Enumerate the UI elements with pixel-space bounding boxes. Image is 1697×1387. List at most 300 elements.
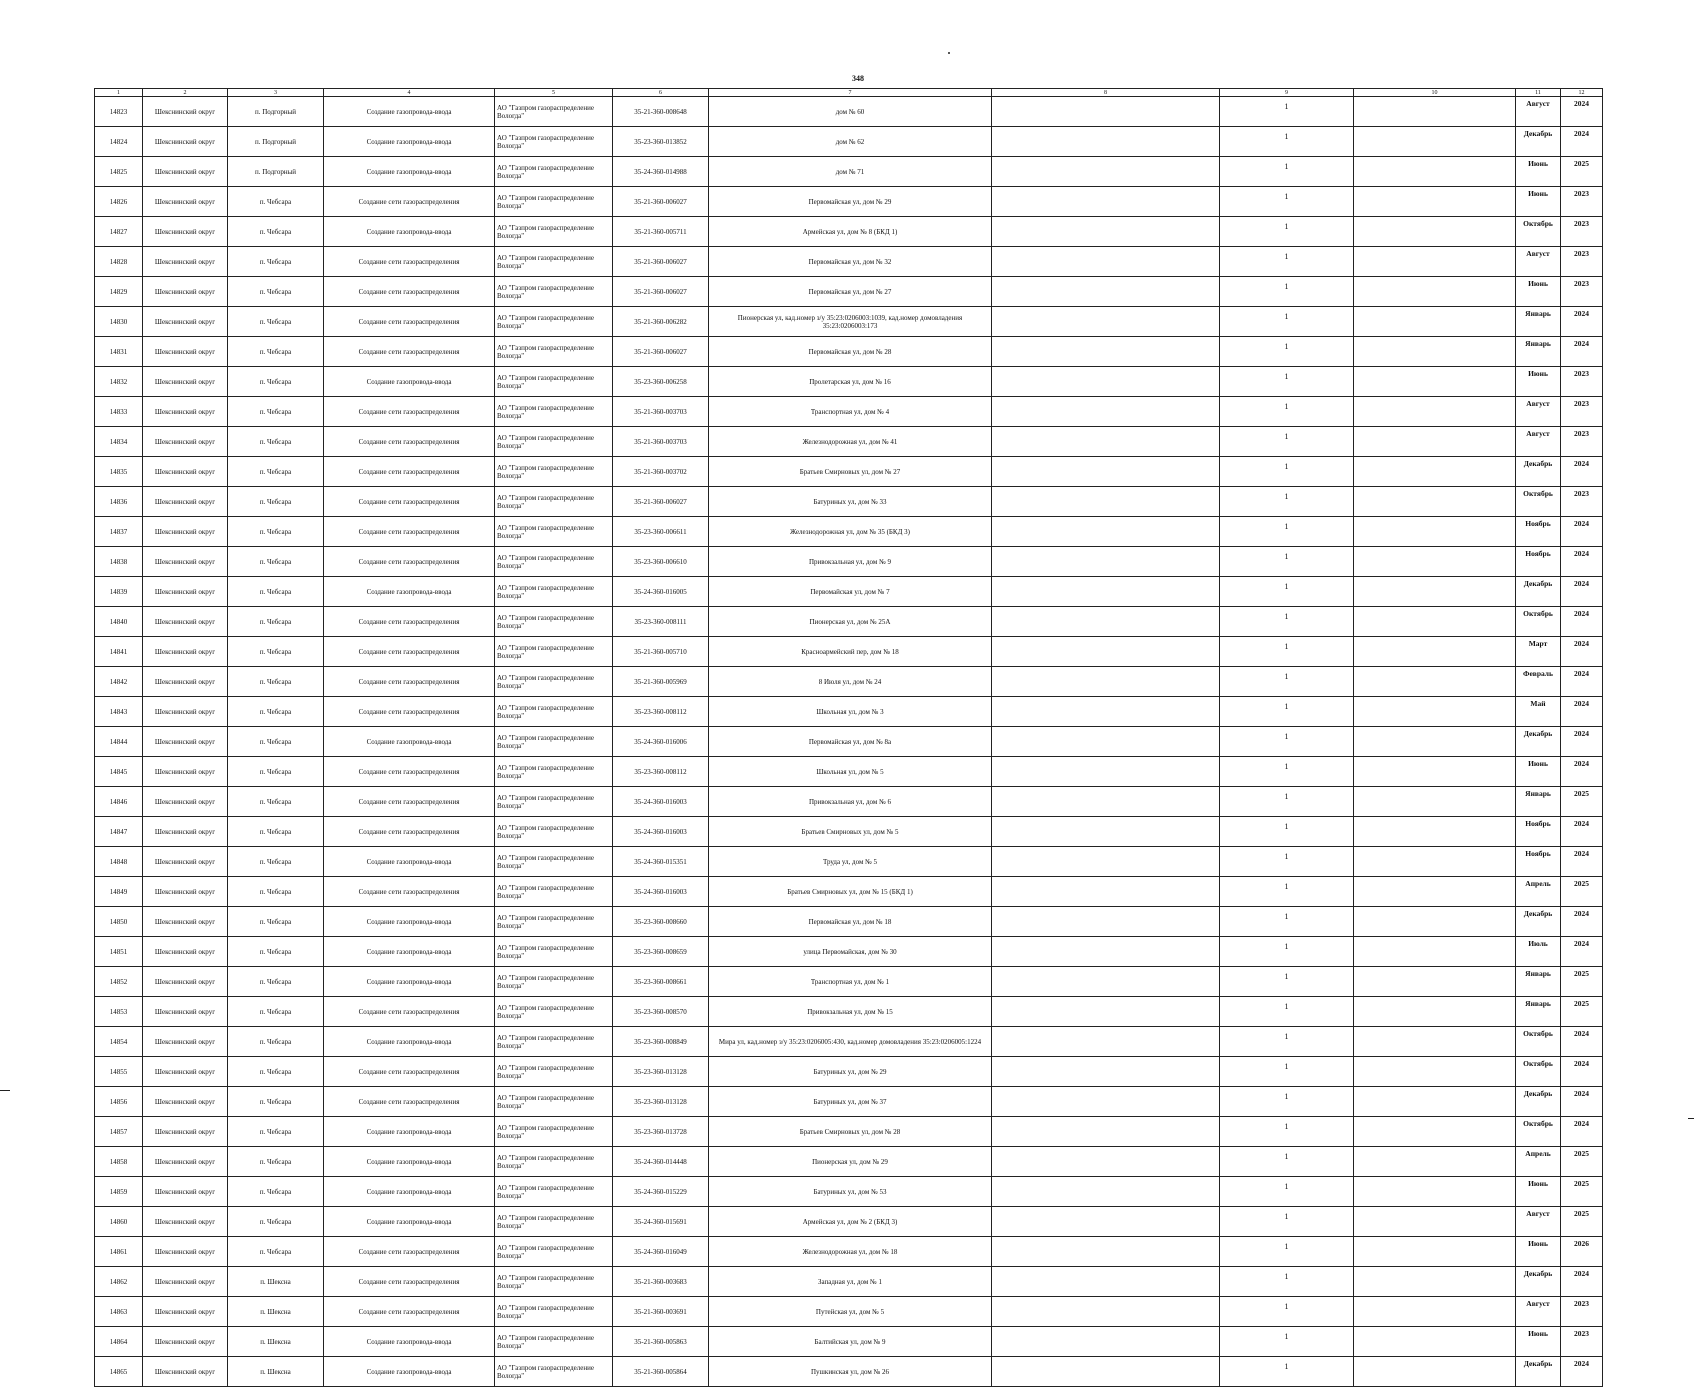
- locality-cell: п. Чебсара: [228, 427, 324, 457]
- month-cell: Февраль: [1516, 667, 1561, 697]
- row-number: 14855: [95, 1057, 143, 1087]
- year-cell: 2024: [1561, 1027, 1603, 1057]
- row-number: 14862: [95, 1267, 143, 1297]
- month-cell: Октябрь: [1516, 1057, 1561, 1087]
- application-code-cell: 35-24-360-016049: [613, 1237, 709, 1267]
- work-type-cell: Создание газопровода-ввода: [324, 1027, 495, 1057]
- address-cell: Путейская ул, дом № 5: [709, 1297, 992, 1327]
- month-cell: Декабрь: [1516, 127, 1561, 157]
- year-cell: 2023: [1561, 217, 1603, 247]
- quantity-cell: 1: [1220, 607, 1354, 637]
- district-cell: Шекснинский округ: [143, 517, 228, 547]
- work-type-cell: Создание сети газораспределения: [324, 1057, 495, 1087]
- quantity-cell: 1: [1220, 1027, 1354, 1057]
- table-row: [95, 1117, 1603, 1147]
- address-cell: Батуриных ул, дом № 33: [709, 487, 992, 517]
- empty-cell-10: [1354, 1207, 1516, 1237]
- organization-cell: АО "Газпром газораспределение Вологда": [495, 247, 613, 277]
- address-cell: Школьная ул, дом № 5: [709, 757, 992, 787]
- locality-cell: п. Чебсара: [228, 757, 324, 787]
- application-code-cell: 35-24-360-015691: [613, 1207, 709, 1237]
- work-type-cell: Создание сети газораспределения: [324, 637, 495, 667]
- empty-cell-10: [1354, 307, 1516, 337]
- application-code-cell: 35-21-360-005864: [613, 1357, 709, 1387]
- address-cell: Железнодорожная ул, дом № 41: [709, 427, 992, 457]
- locality-cell: п. Чебсара: [228, 487, 324, 517]
- year-cell: 2024: [1561, 847, 1603, 877]
- organization-cell: АО "Газпром газораспределение Вологда": [495, 1207, 613, 1237]
- column-number-10: 10: [1354, 89, 1516, 97]
- application-code-cell: 35-23-360-013128: [613, 1087, 709, 1117]
- month-cell: Июнь: [1516, 757, 1561, 787]
- district-cell: Шекснинский округ: [143, 1027, 228, 1057]
- row-number: 14840: [95, 607, 143, 637]
- empty-cell-10: [1354, 607, 1516, 637]
- locality-cell: п. Чебсара: [228, 337, 324, 367]
- quantity-cell: 1: [1220, 877, 1354, 907]
- empty-cell-10: [1354, 817, 1516, 847]
- year-cell: 2024: [1561, 817, 1603, 847]
- empty-cell-10: [1354, 217, 1516, 247]
- quantity-cell: 1: [1220, 1057, 1354, 1087]
- application-code-cell: 35-21-360-006282: [613, 307, 709, 337]
- year-cell: 2024: [1561, 667, 1603, 697]
- empty-cell-10: [1354, 517, 1516, 547]
- work-type-cell: Создание сети газораспределения: [324, 517, 495, 547]
- application-code-cell: 35-21-360-005969: [613, 667, 709, 697]
- empty-cell-8: [992, 277, 1220, 307]
- work-type-cell: Создание сети газораспределения: [324, 607, 495, 637]
- year-cell: 2024: [1561, 1357, 1603, 1387]
- row-number: 14857: [95, 1117, 143, 1147]
- quantity-cell: 1: [1220, 127, 1354, 157]
- row-number: 14832: [95, 367, 143, 397]
- work-type-cell: Создание сети газораспределения: [324, 547, 495, 577]
- work-type-cell: Создание сети газораспределения: [324, 487, 495, 517]
- work-type-cell: Создание газопровода-ввода: [324, 967, 495, 997]
- month-cell: Январь: [1516, 997, 1561, 1027]
- month-cell: Июнь: [1516, 277, 1561, 307]
- empty-cell-10: [1354, 1057, 1516, 1087]
- district-cell: Шекснинский округ: [143, 1237, 228, 1267]
- district-cell: Шекснинский округ: [143, 337, 228, 367]
- quantity-cell: 1: [1220, 697, 1354, 727]
- empty-cell-8: [992, 637, 1220, 667]
- organization-cell: АО "Газпром газораспределение Вологда": [495, 1357, 613, 1387]
- empty-cell-10: [1354, 1357, 1516, 1387]
- empty-cell-8: [992, 697, 1220, 727]
- table-row: [95, 757, 1603, 787]
- work-type-cell: Создание газопровода-ввода: [324, 1327, 495, 1357]
- table-row: [95, 1027, 1603, 1057]
- quantity-cell: 1: [1220, 757, 1354, 787]
- row-number: 14842: [95, 667, 143, 697]
- address-cell: Первомайская ул, дом № 18: [709, 907, 992, 937]
- address-cell: Первомайская ул, дом № 32: [709, 247, 992, 277]
- address-cell: Красноармейский пер, дом № 18: [709, 637, 992, 667]
- locality-cell: п. Чебсара: [228, 637, 324, 667]
- application-code-cell: 35-23-360-013852: [613, 127, 709, 157]
- empty-cell-8: [992, 577, 1220, 607]
- application-code-cell: 35-21-360-003683: [613, 1267, 709, 1297]
- year-cell: 2023: [1561, 397, 1603, 427]
- locality-cell: п. Чебсара: [228, 787, 324, 817]
- application-code-cell: 35-21-360-006027: [613, 337, 709, 367]
- locality-cell: п. Чебсара: [228, 187, 324, 217]
- organization-cell: АО "Газпром газораспределение Вологда": [495, 1117, 613, 1147]
- month-cell: Ноябрь: [1516, 847, 1561, 877]
- address-cell: дом № 60: [709, 97, 992, 127]
- work-type-cell: Создание газопровода-ввода: [324, 1117, 495, 1147]
- table-row: [95, 337, 1603, 367]
- organization-cell: АО "Газпром газораспределение Вологда": [495, 457, 613, 487]
- empty-cell-10: [1354, 1267, 1516, 1297]
- table-row: [95, 637, 1603, 667]
- district-cell: Шекснинский округ: [143, 607, 228, 637]
- district-cell: Шекснинский округ: [143, 667, 228, 697]
- locality-cell: п. Чебсара: [228, 1027, 324, 1057]
- organization-cell: АО "Газпром газораспределение Вологда": [495, 1237, 613, 1267]
- row-number: 14825: [95, 157, 143, 187]
- empty-cell-10: [1354, 127, 1516, 157]
- address-cell: Пионерская ул, кад.номер з/у 35:23:0206003:1039, кад.номер домовладения 35:23:0206003:173: [709, 307, 992, 337]
- district-cell: Шекснинский округ: [143, 1057, 228, 1087]
- month-cell: Декабрь: [1516, 457, 1561, 487]
- empty-cell-8: [992, 1057, 1220, 1087]
- row-number: 14853: [95, 997, 143, 1027]
- empty-cell-8: [992, 1177, 1220, 1207]
- quantity-cell: 1: [1220, 97, 1354, 127]
- month-cell: Ноябрь: [1516, 817, 1561, 847]
- empty-cell-8: [992, 307, 1220, 337]
- empty-cell-10: [1354, 157, 1516, 187]
- empty-cell-8: [992, 487, 1220, 517]
- table-row: [95, 1327, 1603, 1357]
- district-cell: Шекснинский округ: [143, 937, 228, 967]
- organization-cell: АО "Газпром газораспределение Вологда": [495, 697, 613, 727]
- year-cell: 2025: [1561, 157, 1603, 187]
- year-cell: 2024: [1561, 937, 1603, 967]
- quantity-cell: 1: [1220, 157, 1354, 187]
- year-cell: 2024: [1561, 637, 1603, 667]
- locality-cell: п. Чебсара: [228, 457, 324, 487]
- quantity-cell: 1: [1220, 667, 1354, 697]
- registry-table: [94, 88, 1603, 1387]
- empty-cell-10: [1354, 637, 1516, 667]
- locality-cell: п. Чебсара: [228, 517, 324, 547]
- work-type-cell: Создание газопровода-ввода: [324, 97, 495, 127]
- empty-cell-8: [992, 1357, 1220, 1387]
- empty-cell-10: [1354, 1177, 1516, 1207]
- work-type-cell: Создание газопровода-ввода: [324, 1147, 495, 1177]
- quantity-cell: 1: [1220, 367, 1354, 397]
- table-row: [95, 97, 1603, 127]
- address-cell: Мира ул, кад.номер з/у 35:23:0206005:430, кад.номер домовладения 35:23:0206005:1224: [709, 1027, 992, 1057]
- address-cell: дом № 62: [709, 127, 992, 157]
- work-type-cell: Создание сети газораспределения: [324, 1267, 495, 1297]
- locality-cell: п. Шексна: [228, 1297, 324, 1327]
- scan-edge-mark-right: [1688, 1118, 1694, 1119]
- application-code-cell: 35-23-360-008112: [613, 697, 709, 727]
- column-number-9: 9: [1220, 89, 1354, 97]
- month-cell: Июнь: [1516, 367, 1561, 397]
- empty-cell-8: [992, 367, 1220, 397]
- month-cell: Декабрь: [1516, 1087, 1561, 1117]
- table-row: [95, 1267, 1603, 1297]
- quantity-cell: 1: [1220, 787, 1354, 817]
- empty-cell-10: [1354, 907, 1516, 937]
- quantity-cell: 1: [1220, 277, 1354, 307]
- table-row: [95, 817, 1603, 847]
- month-cell: Август: [1516, 397, 1561, 427]
- address-cell: Пролетарская ул, дом № 16: [709, 367, 992, 397]
- application-code-cell: 35-23-360-008570: [613, 997, 709, 1027]
- work-type-cell: Создание газопровода-ввода: [324, 937, 495, 967]
- column-number-1: 1: [95, 89, 143, 97]
- quantity-cell: 1: [1220, 907, 1354, 937]
- organization-cell: АО "Газпром газораспределение Вологда": [495, 397, 613, 427]
- quantity-cell: 1: [1220, 397, 1354, 427]
- empty-cell-8: [992, 907, 1220, 937]
- year-cell: 2026: [1561, 1237, 1603, 1267]
- application-code-cell: 35-23-360-013728: [613, 1117, 709, 1147]
- quantity-cell: 1: [1220, 217, 1354, 247]
- organization-cell: АО "Газпром газораспределение Вологда": [495, 787, 613, 817]
- table-row: [95, 847, 1603, 877]
- application-code-cell: 35-21-360-005711: [613, 217, 709, 247]
- locality-cell: п. Чебсара: [228, 217, 324, 247]
- year-cell: 2025: [1561, 877, 1603, 907]
- district-cell: Шекснинский округ: [143, 967, 228, 997]
- month-cell: Июнь: [1516, 157, 1561, 187]
- work-type-cell: Создание газопровода-ввода: [324, 1177, 495, 1207]
- organization-cell: АО "Газпром газораспределение Вологда": [495, 427, 613, 457]
- month-cell: Июнь: [1516, 1177, 1561, 1207]
- locality-cell: п. Шексна: [228, 1327, 324, 1357]
- column-number-5: 5: [495, 89, 613, 97]
- scan-edge-mark-left: [0, 1090, 10, 1091]
- empty-cell-8: [992, 757, 1220, 787]
- month-cell: Ноябрь: [1516, 517, 1561, 547]
- empty-cell-8: [992, 427, 1220, 457]
- table-row: [95, 997, 1603, 1027]
- organization-cell: АО "Газпром газораспределение Вологда": [495, 1297, 613, 1327]
- year-cell: 2025: [1561, 967, 1603, 997]
- locality-cell: п. Чебсара: [228, 877, 324, 907]
- row-number: 14827: [95, 217, 143, 247]
- month-cell: Октябрь: [1516, 1027, 1561, 1057]
- organization-cell: АО "Газпром газораспределение Вологда": [495, 337, 613, 367]
- quantity-cell: 1: [1220, 727, 1354, 757]
- locality-cell: п. Чебсара: [228, 397, 324, 427]
- locality-cell: п. Подгорный: [228, 97, 324, 127]
- table-row: [95, 937, 1603, 967]
- address-cell: Западная ул, дом № 1: [709, 1267, 992, 1297]
- row-number: 14859: [95, 1177, 143, 1207]
- quantity-cell: 1: [1220, 1147, 1354, 1177]
- organization-cell: АО "Газпром газораспределение Вологда": [495, 1057, 613, 1087]
- application-code-cell: 35-23-360-006611: [613, 517, 709, 547]
- work-type-cell: Создание сети газораспределения: [324, 1297, 495, 1327]
- empty-cell-8: [992, 517, 1220, 547]
- address-cell: Первомайская ул, дом № 28: [709, 337, 992, 367]
- application-code-cell: 35-23-360-008659: [613, 937, 709, 967]
- empty-cell-10: [1354, 97, 1516, 127]
- empty-cell-10: [1354, 1147, 1516, 1177]
- district-cell: Шекснинский округ: [143, 1297, 228, 1327]
- locality-cell: п. Чебсара: [228, 1147, 324, 1177]
- year-cell: 2023: [1561, 487, 1603, 517]
- empty-cell-10: [1354, 667, 1516, 697]
- empty-cell-8: [992, 787, 1220, 817]
- table-row: [95, 397, 1603, 427]
- application-code-cell: 35-21-360-005710: [613, 637, 709, 667]
- row-number: 14839: [95, 577, 143, 607]
- table-row: [95, 1237, 1603, 1267]
- year-cell: 2023: [1561, 187, 1603, 217]
- quantity-cell: 1: [1220, 1297, 1354, 1327]
- quantity-cell: 1: [1220, 1177, 1354, 1207]
- table-row: [95, 247, 1603, 277]
- application-code-cell: 35-21-360-003691: [613, 1297, 709, 1327]
- address-cell: дом № 71: [709, 157, 992, 187]
- month-cell: Май: [1516, 697, 1561, 727]
- column-number-8: 8: [992, 89, 1220, 97]
- empty-cell-8: [992, 727, 1220, 757]
- work-type-cell: Создание сети газораспределения: [324, 877, 495, 907]
- organization-cell: АО "Газпром газораспределение Вологда": [495, 1087, 613, 1117]
- table-row: [95, 577, 1603, 607]
- district-cell: Шекснинский округ: [143, 817, 228, 847]
- column-number-2: 2: [143, 89, 228, 97]
- empty-cell-8: [992, 247, 1220, 277]
- column-number-12: 12: [1561, 89, 1603, 97]
- address-cell: Привокзальная ул, дом № 15: [709, 997, 992, 1027]
- year-cell: 2025: [1561, 997, 1603, 1027]
- column-number-6: 6: [613, 89, 709, 97]
- quantity-cell: 1: [1220, 1357, 1354, 1387]
- application-code-cell: 35-24-360-014988: [613, 157, 709, 187]
- table-row: [95, 787, 1603, 817]
- organization-cell: АО "Газпром газораспределение Вологда": [495, 727, 613, 757]
- work-type-cell: Создание сети газораспределения: [324, 307, 495, 337]
- application-code-cell: 35-24-360-015351: [613, 847, 709, 877]
- organization-cell: АО "Газпром газораспределение Вологда": [495, 127, 613, 157]
- district-cell: Шекснинский округ: [143, 877, 228, 907]
- district-cell: Шекснинский округ: [143, 997, 228, 1027]
- application-code-cell: 35-23-360-006258: [613, 367, 709, 397]
- district-cell: Шекснинский округ: [143, 847, 228, 877]
- address-cell: Железнодорожная ул, дом № 35 (БКД 3): [709, 517, 992, 547]
- quantity-cell: 1: [1220, 517, 1354, 547]
- locality-cell: п. Чебсара: [228, 307, 324, 337]
- district-cell: Шекснинский округ: [143, 727, 228, 757]
- year-cell: 2024: [1561, 727, 1603, 757]
- empty-cell-10: [1354, 757, 1516, 787]
- work-type-cell: Создание газопровода-ввода: [324, 907, 495, 937]
- row-number: 14861: [95, 1237, 143, 1267]
- address-cell: Привокзальная ул, дом № 9: [709, 547, 992, 577]
- organization-cell: АО "Газпром газораспределение Вологда": [495, 547, 613, 577]
- application-code-cell: 35-24-360-014448: [613, 1147, 709, 1177]
- month-cell: Октябрь: [1516, 607, 1561, 637]
- locality-cell: п. Чебсара: [228, 247, 324, 277]
- organization-cell: АО "Газпром газораспределение Вологда": [495, 307, 613, 337]
- district-cell: Шекснинский округ: [143, 1267, 228, 1297]
- application-code-cell: 35-21-360-003703: [613, 397, 709, 427]
- table-row: [95, 277, 1603, 307]
- organization-cell: АО "Газпром газораспределение Вологда": [495, 667, 613, 697]
- work-type-cell: Создание сети газораспределения: [324, 427, 495, 457]
- year-cell: 2023: [1561, 1297, 1603, 1327]
- row-number: 14836: [95, 487, 143, 517]
- district-cell: Шекснинский округ: [143, 1087, 228, 1117]
- table-row: [95, 727, 1603, 757]
- district-cell: Шекснинский округ: [143, 1117, 228, 1147]
- table-row: [95, 877, 1603, 907]
- locality-cell: п. Чебсара: [228, 667, 324, 697]
- month-cell: Январь: [1516, 337, 1561, 367]
- row-number: 14841: [95, 637, 143, 667]
- work-type-cell: Создание газопровода-ввода: [324, 847, 495, 877]
- year-cell: 2024: [1561, 697, 1603, 727]
- locality-cell: п. Чебсара: [228, 277, 324, 307]
- year-cell: 2024: [1561, 337, 1603, 367]
- address-cell: Братьев Смирновых ул, дом № 15 (БКД 1): [709, 877, 992, 907]
- month-cell: Август: [1516, 247, 1561, 277]
- year-cell: 2024: [1561, 1117, 1603, 1147]
- district-cell: Шекснинский округ: [143, 397, 228, 427]
- empty-cell-10: [1354, 847, 1516, 877]
- address-cell: Первомайская ул, дом № 29: [709, 187, 992, 217]
- work-type-cell: Создание газопровода-ввода: [324, 577, 495, 607]
- year-cell: 2023: [1561, 1327, 1603, 1357]
- district-cell: Шекснинский округ: [143, 547, 228, 577]
- application-code-cell: 35-23-360-013128: [613, 1057, 709, 1087]
- locality-cell: п. Чебсара: [228, 847, 324, 877]
- year-cell: 2025: [1561, 787, 1603, 817]
- quantity-cell: 1: [1220, 967, 1354, 997]
- empty-cell-8: [992, 397, 1220, 427]
- locality-cell: п. Чебсара: [228, 937, 324, 967]
- quantity-cell: 1: [1220, 337, 1354, 367]
- locality-cell: п. Чебсара: [228, 817, 324, 847]
- organization-cell: АО "Газпром газораспределение Вологда": [495, 217, 613, 247]
- empty-cell-10: [1354, 277, 1516, 307]
- work-type-cell: Создание газопровода-ввода: [324, 1207, 495, 1237]
- district-cell: Шекснинский округ: [143, 757, 228, 787]
- empty-cell-10: [1354, 697, 1516, 727]
- locality-cell: п. Чебсара: [228, 907, 324, 937]
- row-number: 14854: [95, 1027, 143, 1057]
- quantity-cell: 1: [1220, 457, 1354, 487]
- table-row: [95, 1207, 1603, 1237]
- locality-cell: п. Шексна: [228, 1357, 324, 1387]
- month-cell: Август: [1516, 427, 1561, 457]
- district-cell: Шекснинский округ: [143, 1177, 228, 1207]
- table-row: [95, 217, 1603, 247]
- year-cell: 2023: [1561, 247, 1603, 277]
- organization-cell: АО "Газпром газораспределение Вологда": [495, 907, 613, 937]
- empty-cell-8: [992, 817, 1220, 847]
- quantity-cell: 1: [1220, 247, 1354, 277]
- year-cell: 2024: [1561, 547, 1603, 577]
- organization-cell: АО "Газпром газораспределение Вологда": [495, 97, 613, 127]
- table-row: [95, 547, 1603, 577]
- empty-cell-8: [992, 217, 1220, 247]
- address-cell: Братьев Смирновых ул, дом № 5: [709, 817, 992, 847]
- empty-cell-10: [1354, 577, 1516, 607]
